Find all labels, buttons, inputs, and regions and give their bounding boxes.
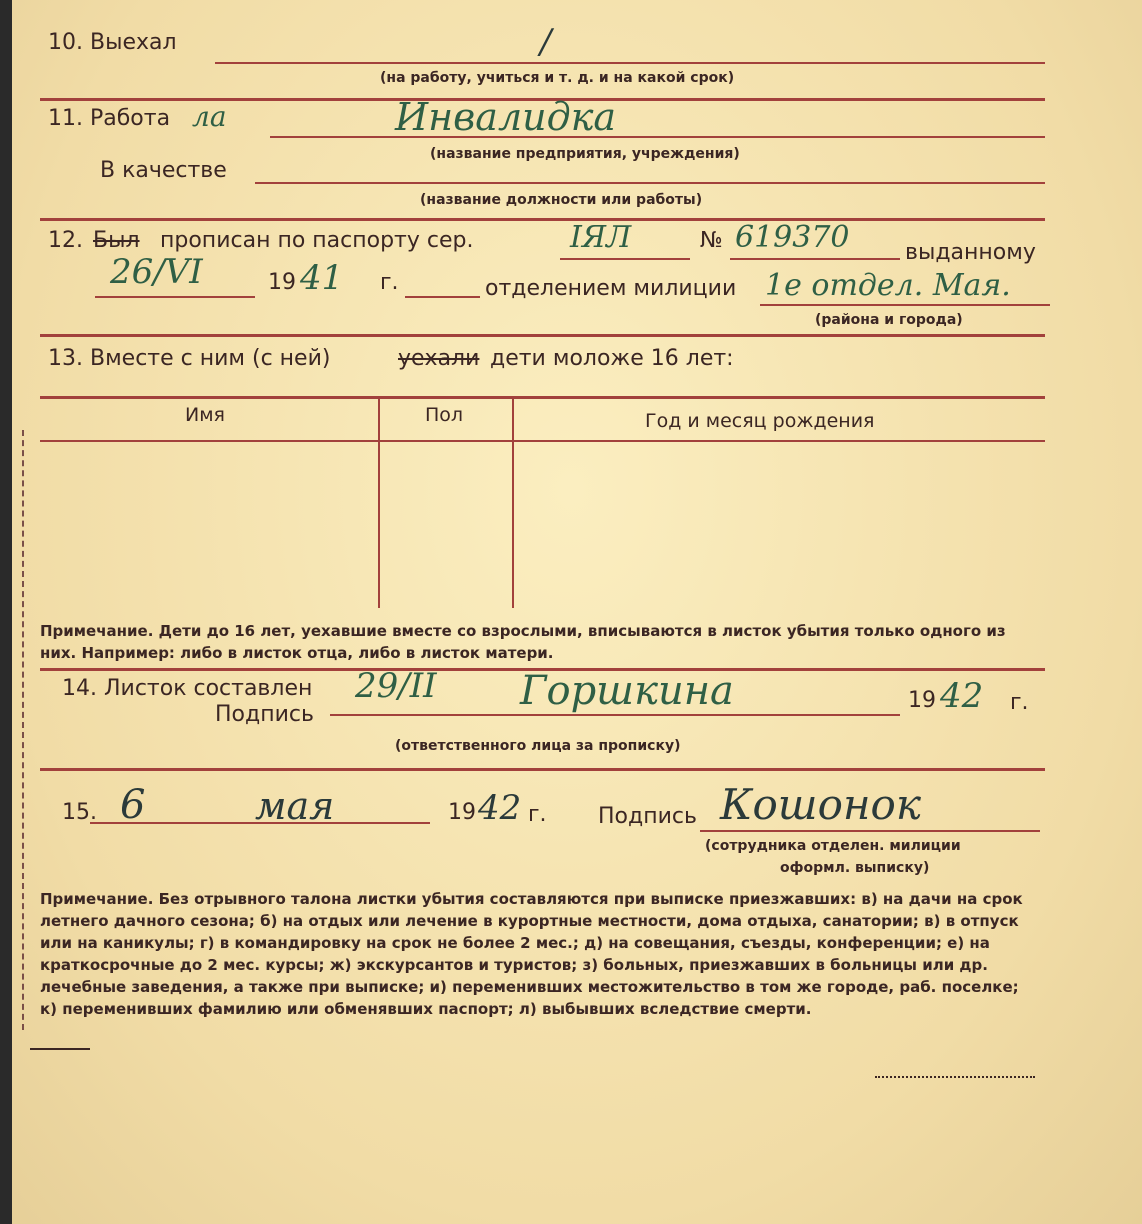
item15-year-suffix: 42 [478,788,522,828]
item10-label: 10. Выехал [48,30,177,55]
item11-position-label: В качестве [100,158,227,183]
item15-sign-line [700,830,1040,832]
item15-label: 15. [62,800,97,825]
item11-separator [40,218,1045,221]
item14-caption: (ответственного лица за прописку) [395,738,681,754]
item14-sign-label: Подпись [215,702,314,727]
item13-label-a: 13. Вместе с ним (с ней) [48,346,331,371]
item11-position-line [255,182,1045,184]
item12-blank-line [405,296,480,298]
item12-date: 26/VI [110,252,203,292]
scan-edge [0,0,12,1224]
item12-series: IЯЛ [570,220,632,255]
item15-month: мая [255,784,335,828]
item12-number: 619370 [735,220,850,255]
item11-line [270,136,1045,138]
margin-mark [30,1048,90,1050]
note-exemptions: Примечание. Без отрывного талона листки убытия составляются при выписке приезжавших: в) на дачи на срок летнего дачного сезона; б) на отдых или лечение в курортные местности, дома отдыха, санатории; в) в отпуск или на каникулы; г) в командировку на срок не более 2 мес.; д) на совещания, съезды, конференции; е) на краткосрочные до 2 мес. курсы; ж) экскурсантов и туристов; з) больных, приезжавших в больницы или др. лечебные заведения, а также при выписке; и) переменивших местожительство в том же городе, раб. поселке; к) переменивших фамилию или обменявших паспорт; л) выбывших вследствие смерти. [40,890,1023,1018]
item11-workplace: Инвалидка [395,95,617,139]
item12-no-sign: № [700,228,723,253]
children-table-divider-2 [512,396,514,608]
item11-label-handwritten: ла [192,100,227,133]
children-table-divider-1 [378,396,380,608]
item15-signature: Кошонок [720,780,921,829]
item15-year-prefix: 19 [448,800,476,825]
item15-day: 6 [120,782,146,828]
note-children: Примечание. Дети до 16 лет, уехавшие вместе со взрослыми, вписываются в листок убытия только одного из них. Например: либо в листок отца, либо в листок матери. [40,622,1006,662]
item15-caption1: (сотрудника отделен. милиции [705,838,961,854]
item12-number-line [730,258,900,260]
item12-office-label: отделением милиции [485,276,737,301]
item15-year-g: г. [528,802,547,827]
item11-caption1: (название предприятия, учреждения) [430,146,740,162]
item12-office-line [760,304,1050,306]
item14-label: 14. Листок составлен [62,676,313,701]
children-col-birth: Год и месяц рождения [645,410,875,432]
item15-caption2: оформл. выписку) [780,860,930,876]
item14-line [330,714,900,716]
item11-label: 11. Работа [48,106,171,131]
item12-series-line [560,258,690,260]
item12-year-suffix: 41 [300,258,344,298]
item14-year-g: г. [1010,690,1029,715]
item12-separator [40,334,1045,337]
item15-sign-label: Подпись [598,804,697,829]
item14-separator [40,768,1045,771]
item11-caption2: (название должности или работы) [420,192,703,208]
item14-year-prefix: 19 [908,688,936,713]
children-col-sex: Пол [425,404,464,426]
item14-signature: Горшкина [520,668,734,714]
item10-value: / [540,22,552,62]
item10-line [215,62,1045,64]
note2-end-line [875,1076,1035,1078]
item13-struck: уехали [398,346,480,371]
item12-num: 12. [48,228,83,253]
item13-label-b: дети моложе 16 лет: [490,346,734,371]
item12-text: прописан по паспорту сер. [160,228,474,253]
item12-date-line [95,296,255,298]
children-table-top-border [40,396,1045,399]
item14-date: 29/II [355,666,437,706]
item12-struck: Был [93,228,140,253]
item14-year-suffix: 42 [940,676,984,716]
item12-year-g: г. [380,270,399,295]
item10-caption: (на работу, учиться и т. д. и на какой срок) [380,70,735,86]
item12-office: 1е отдел. Мая. [765,268,1011,303]
perforation-line [22,430,24,1030]
item12-caption: (района и города) [815,312,963,328]
item12-year-prefix: 19 [268,270,296,295]
children-col-name: Имя [185,404,225,426]
children-table-header-border [40,440,1045,442]
item12-issued: выданному [905,240,1036,265]
